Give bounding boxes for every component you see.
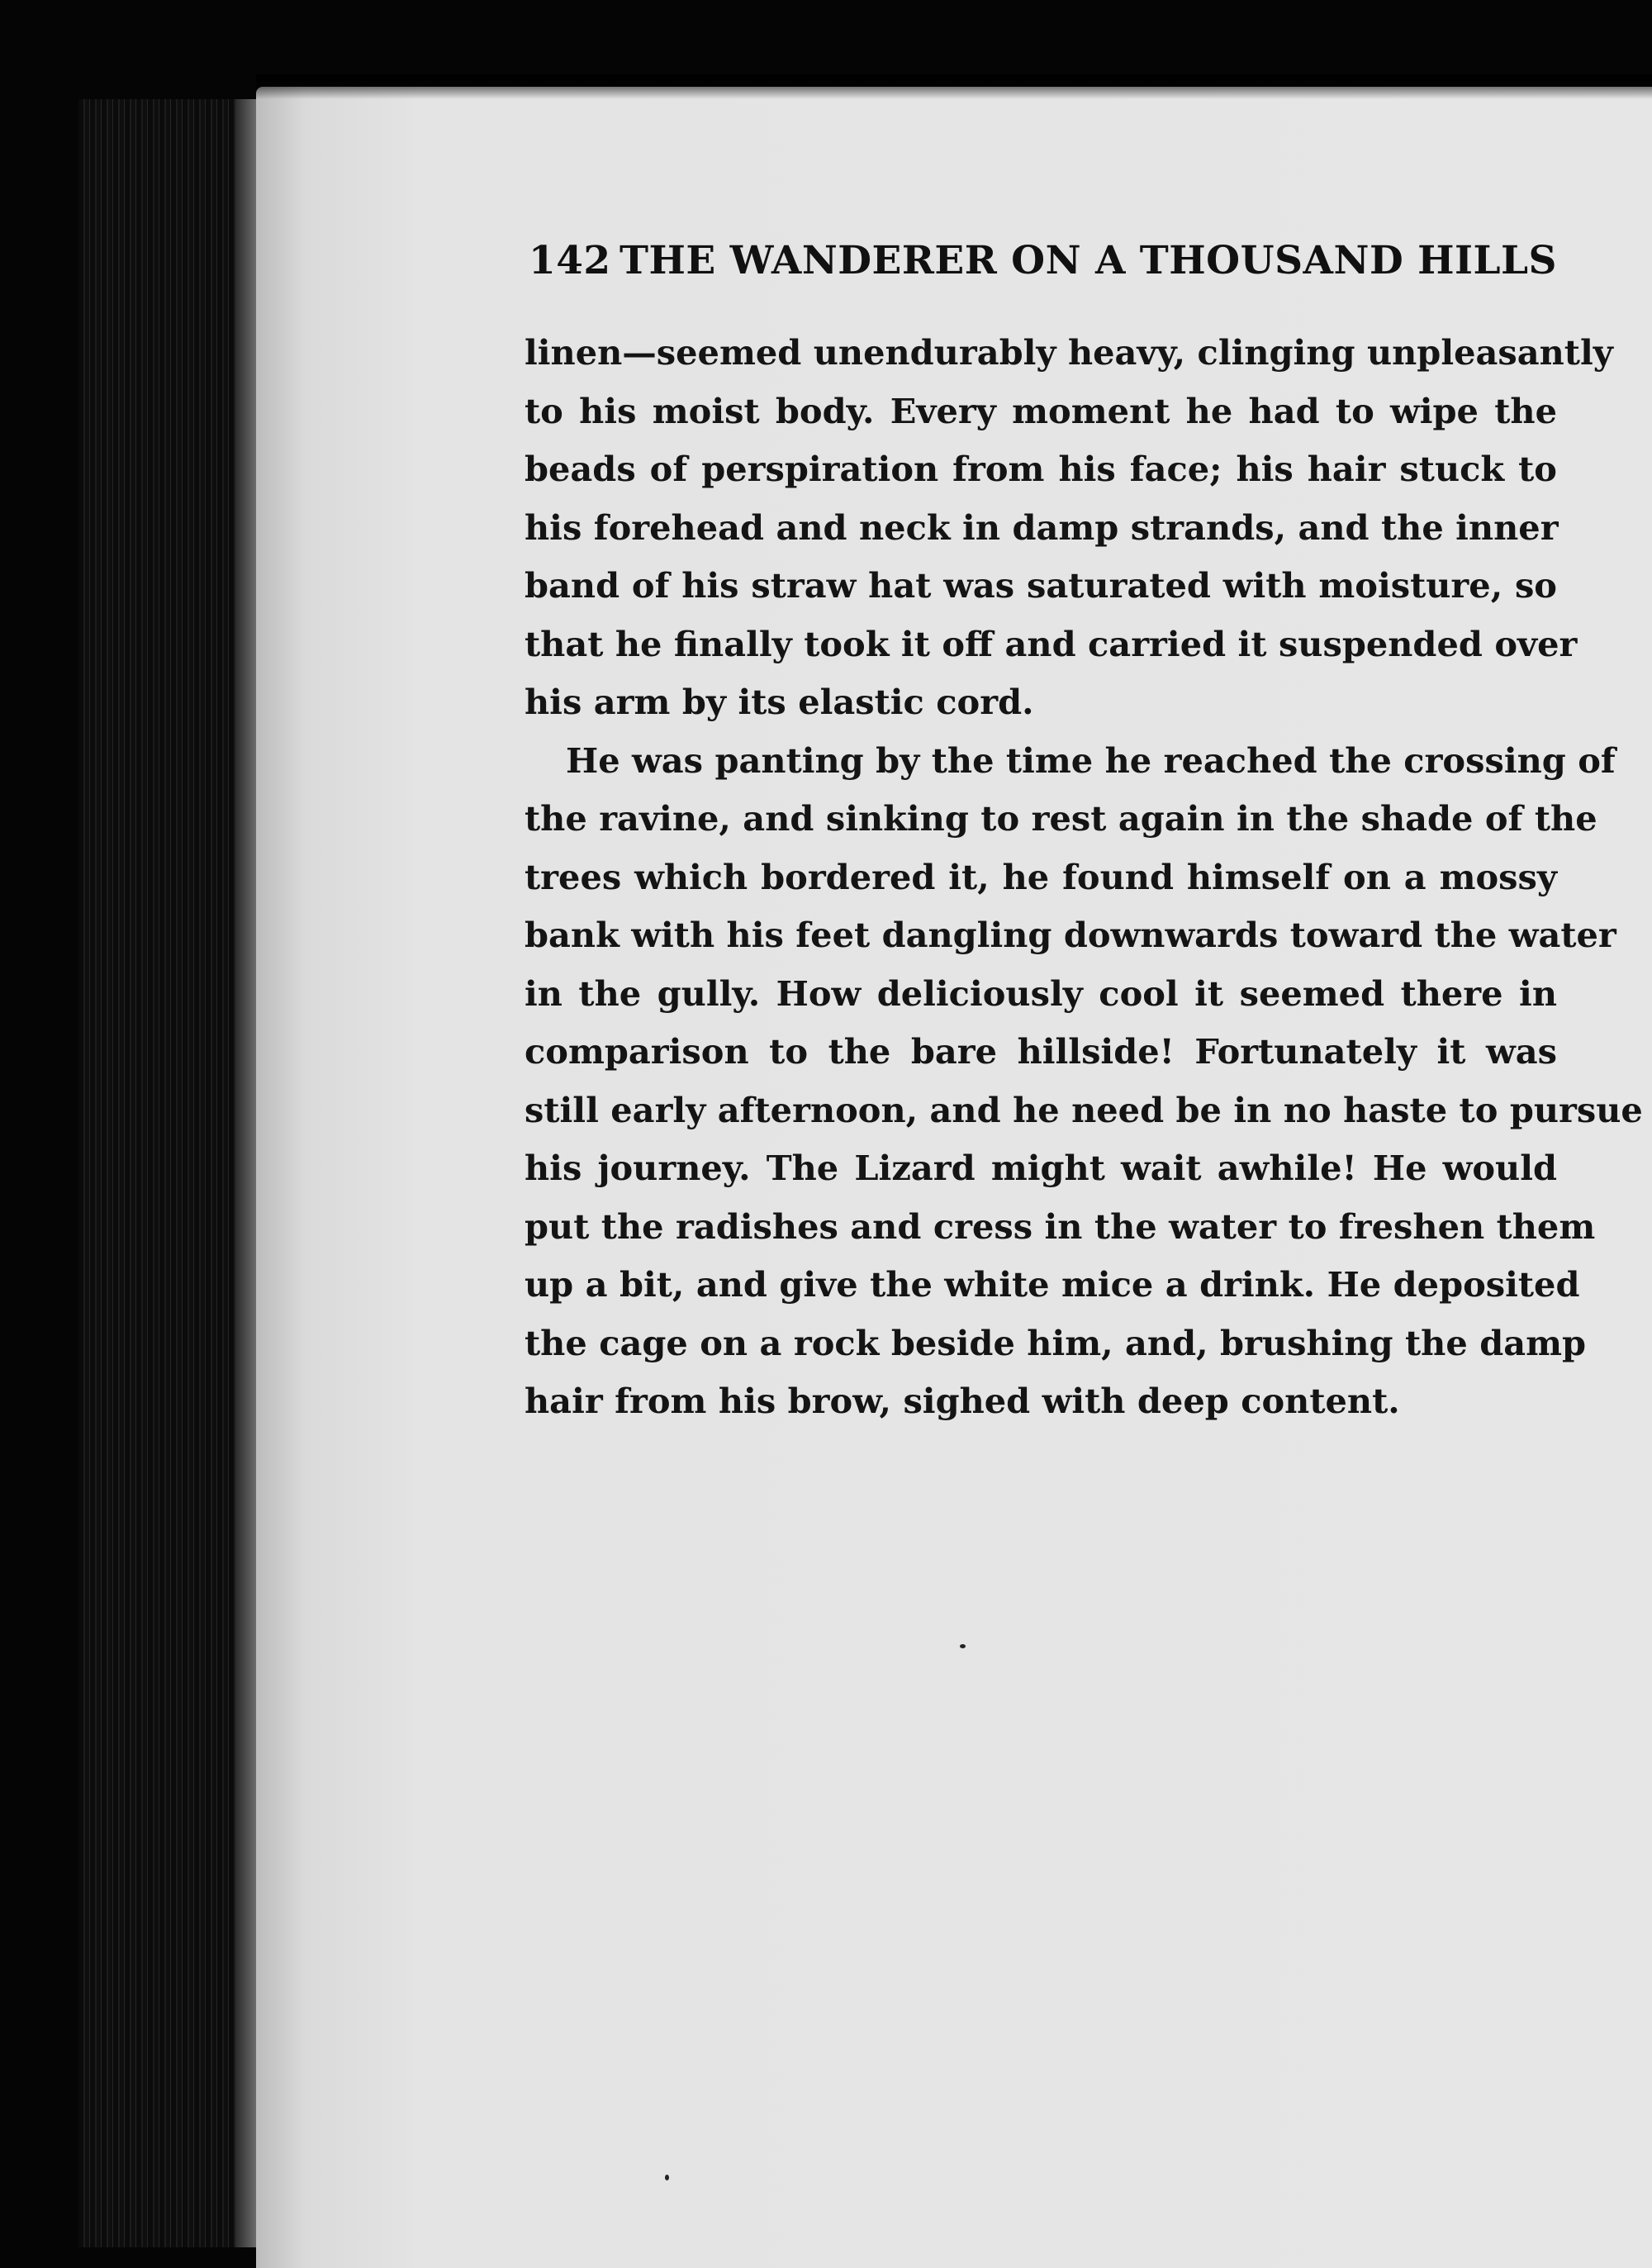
scan-speck (665, 2175, 669, 2180)
text-line: up a bit, and give the white mice a drink. He deposited (525, 1264, 1580, 1305)
paragraph-1 (525, 324, 1613, 732)
body-text (525, 324, 1643, 1431)
text-line: comparison to the bare hillside! Fortunately it was (525, 1031, 1557, 1072)
page-number: 142 (529, 238, 611, 283)
running-header (529, 238, 1557, 283)
text-line: that he finally took it off and carried it suspended over (525, 623, 1578, 664)
text-line: the cage on a rock beside him, and, brushing the damp (525, 1322, 1587, 1363)
text-line: his arm by its elastic cord. (525, 682, 1034, 722)
text-line: his journey. The Lizard might wait awhile! He would (525, 1148, 1557, 1188)
text-line: He was panting by the time he reached the crossing of (566, 739, 1616, 781)
text-line: the ravine, and sinking to rest again in the shade of the (525, 798, 1597, 839)
running-title: THE WANDERER ON A THOUSAND HILLS (620, 238, 1557, 283)
text-line: still early afternoon, and he need be in no haste to pursue (525, 1089, 1643, 1130)
page-top-shadow (256, 74, 1652, 99)
text-line: beads of perspiration from his face; his hair stuck to (525, 449, 1557, 489)
text-line: his forehead and neck in damp strands, and the inner (525, 506, 1559, 548)
book-fore-edge (78, 99, 268, 2247)
scan-speck (960, 1644, 966, 1648)
text-line: hair from his brow, sighed with deep content. (525, 1381, 1400, 1421)
text-line: trees which bordered it, he found himself on a mossy (525, 856, 1557, 897)
text-line: put the radishes and cress in the water to freshen them (525, 1205, 1596, 1247)
text-line: band of his straw hat was saturated with moisture, so (525, 565, 1557, 606)
text-line: bank with his feet dangling downwards toward the water (525, 915, 1616, 955)
text-line: in the gully. How deliciously cool it seemed there in (525, 972, 1557, 1014)
paragraph-2 (525, 732, 1643, 1431)
text-line: to his moist body. Every moment he had to wipe the (525, 390, 1557, 431)
text-line: linen—seemed unendurably heavy, clinging unpleasantly (525, 332, 1613, 373)
